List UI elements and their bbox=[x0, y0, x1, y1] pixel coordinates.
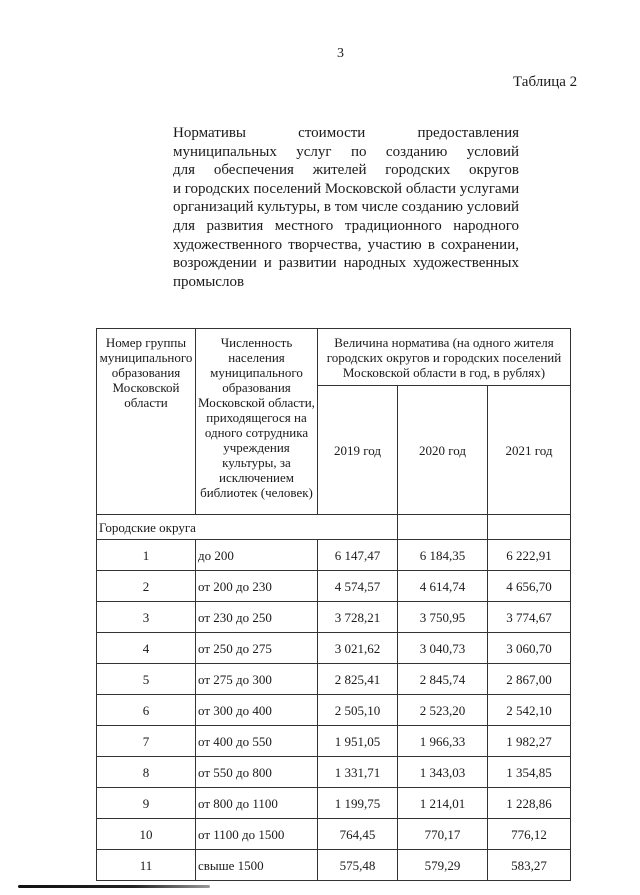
value-2020-cell: 1 343,03 bbox=[398, 757, 488, 788]
header-year-2019: 2019 год bbox=[318, 386, 398, 515]
title-line: художественного творчества, участию в сохранении, bbox=[173, 236, 519, 253]
value-2019-cell: 1 951,05 bbox=[318, 726, 398, 757]
table-row bbox=[97, 571, 571, 602]
value-2020-cell: 579,29 bbox=[398, 850, 488, 881]
value-2020-cell: 1 966,33 bbox=[398, 726, 488, 757]
table-row bbox=[97, 726, 571, 757]
empty-cell bbox=[398, 515, 488, 540]
range-cell: от 300 до 400 bbox=[196, 695, 318, 726]
page-number: 3 bbox=[337, 46, 344, 61]
header-year-2020: 2020 год bbox=[398, 386, 488, 515]
range-cell: от 200 до 230 bbox=[196, 571, 318, 602]
table-row bbox=[97, 540, 571, 571]
group-cell: 7 bbox=[97, 726, 196, 757]
header-value: Величина норматива (на одного жителя городских округов и городских поселений Московской области в год, в рублях) bbox=[318, 329, 571, 386]
title-line: промыслов bbox=[173, 273, 245, 290]
table-row bbox=[97, 850, 571, 881]
range-cell: от 400 до 550 bbox=[196, 726, 318, 757]
range-cell: от 800 до 1100 bbox=[196, 788, 318, 819]
value-2019-cell: 575,48 bbox=[318, 850, 398, 881]
group-cell: 2 bbox=[97, 571, 196, 602]
range-cell: от 1100 до 1500 bbox=[196, 819, 318, 850]
range-cell: от 550 до 800 bbox=[196, 757, 318, 788]
value-2021-cell: 2 867,00 bbox=[488, 664, 571, 695]
title-line: и городских поселений Московской области услугами bbox=[173, 180, 520, 197]
table-row bbox=[97, 819, 571, 850]
value-2019-cell: 1 199,75 bbox=[318, 788, 398, 819]
value-2019-cell: 764,45 bbox=[318, 819, 398, 850]
value-2021-cell: 3 060,70 bbox=[488, 633, 571, 664]
table-row bbox=[97, 602, 571, 633]
group-cell: 10 bbox=[97, 819, 196, 850]
document-title bbox=[173, 124, 519, 291]
table-row bbox=[97, 788, 571, 819]
empty-cell bbox=[488, 515, 571, 540]
value-2021-cell: 2 542,10 bbox=[488, 695, 571, 726]
value-2021-cell: 1 228,86 bbox=[488, 788, 571, 819]
header-population: Численность населения муниципального образования Московской области, приходящегося на одного сотрудника учреждения культуры, за исключением библиотек (человек) bbox=[196, 329, 318, 515]
value-2020-cell: 770,17 bbox=[398, 819, 488, 850]
value-2021-cell: 3 774,67 bbox=[488, 602, 571, 633]
group-cell: 5 bbox=[97, 664, 196, 695]
footnote-rule bbox=[18, 885, 210, 888]
value-2020-cell: 3 040,73 bbox=[398, 633, 488, 664]
value-2021-cell: 583,27 bbox=[488, 850, 571, 881]
value-2019-cell: 2 505,10 bbox=[318, 695, 398, 726]
title-line: возрождении и развитии народных художественных bbox=[173, 255, 519, 272]
value-2019-cell: 4 574,57 bbox=[318, 571, 398, 602]
title-line: для развития местного традиционного народного bbox=[173, 217, 519, 234]
value-2019-cell: 2 825,41 bbox=[318, 664, 398, 695]
range-cell: от 230 до 250 bbox=[196, 602, 318, 633]
value-2020-cell: 2 523,20 bbox=[398, 695, 488, 726]
group-cell: 1 bbox=[97, 540, 196, 571]
title-line: муниципальных услуг по созданию условий bbox=[173, 143, 519, 160]
range-cell: свыше 1500 bbox=[196, 850, 318, 881]
range-cell: до 200 bbox=[196, 540, 318, 571]
section-row bbox=[97, 515, 571, 540]
group-cell: 8 bbox=[97, 757, 196, 788]
group-cell: 9 bbox=[97, 788, 196, 819]
value-2021-cell: 4 656,70 bbox=[488, 571, 571, 602]
table-row bbox=[97, 695, 571, 726]
value-2021-cell: 1 354,85 bbox=[488, 757, 571, 788]
value-2021-cell: 776,12 bbox=[488, 819, 571, 850]
value-2019-cell: 6 147,47 bbox=[318, 540, 398, 571]
value-2020-cell: 6 184,35 bbox=[398, 540, 488, 571]
range-cell: от 275 до 300 bbox=[196, 664, 318, 695]
group-cell: 3 bbox=[97, 602, 196, 633]
table-row bbox=[97, 664, 571, 695]
group-cell: 4 bbox=[97, 633, 196, 664]
section-label: Городские округа bbox=[97, 515, 398, 540]
group-cell: 11 bbox=[97, 850, 196, 881]
range-cell: от 250 до 275 bbox=[196, 633, 318, 664]
title-line: Нормативы стоимости предоставления bbox=[173, 125, 519, 141]
table-row bbox=[97, 633, 571, 664]
value-2019-cell: 3 728,21 bbox=[318, 602, 398, 633]
value-2019-cell: 1 331,71 bbox=[318, 757, 398, 788]
value-2020-cell: 3 750,95 bbox=[398, 602, 488, 633]
value-2020-cell: 4 614,74 bbox=[398, 571, 488, 602]
title-line: организаций культуры, в том числе созданию условий bbox=[173, 199, 520, 216]
title-line: для обеспечения жителей городских округов bbox=[173, 162, 519, 179]
header-group: Номер группы муниципального образования Московской области bbox=[97, 329, 196, 515]
header-year-2021: 2021 год bbox=[488, 386, 571, 515]
table-row bbox=[97, 757, 571, 788]
value-2021-cell: 1 982,27 bbox=[488, 726, 571, 757]
value-2020-cell: 1 214,01 bbox=[398, 788, 488, 819]
table-label: Таблица 2 bbox=[513, 74, 578, 90]
value-2019-cell: 3 021,62 bbox=[318, 633, 398, 664]
value-2021-cell: 6 222,91 bbox=[488, 540, 571, 571]
value-2020-cell: 2 845,74 bbox=[398, 664, 488, 695]
group-cell: 6 bbox=[97, 695, 196, 726]
norms-table bbox=[96, 328, 571, 881]
